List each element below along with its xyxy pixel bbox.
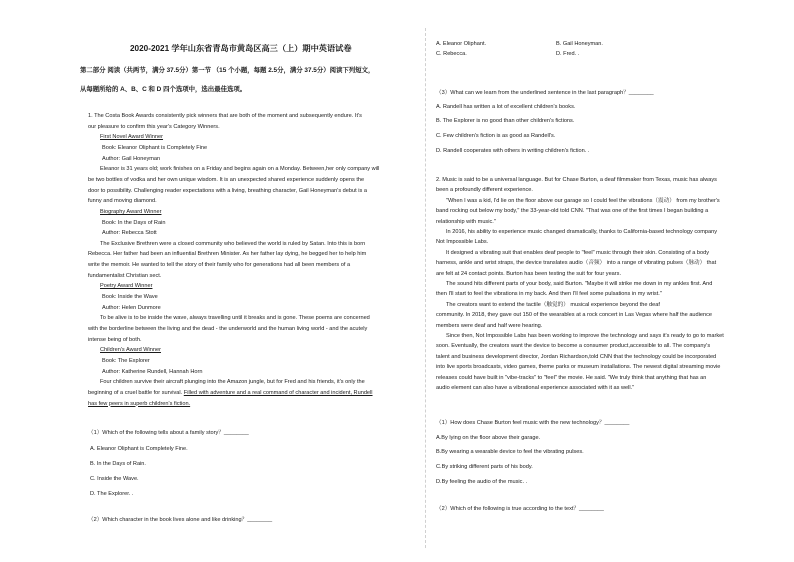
passage-line: then I'll start to feel the vibrations in my back. And then I'll feel some pulsations in my wrist." [436,291,662,298]
q3-option-c[interactable]: C. Few children's fiction is as good as Randell's. [436,133,556,139]
passage-line: The creators want to extend the tactile（触觉的） musical experience beyond the deaf [446,301,660,308]
passage-line: relationship with music." [436,218,496,225]
passage-line: In 2016, his ability to experience music changed dramatically, thanks to California-based technology company [446,229,718,235]
q2-option-b[interactable]: B. Gail Honeyman. [556,41,603,47]
question-3: （3）What can we learn from the underlined sentence in the last paragraph？________ [436,90,654,96]
passage-line: has few peers in superb children's fiction. [88,400,191,407]
passage-line: Author: Helen Dunmore [102,304,161,311]
passage-line: band rocking out below my body," the 33-year-old told CNN. "That was one of the first times I began building a [436,208,709,215]
passage-line: releases could have built in "vibe-tracks" to "feel" the movie. He said. "We truly think that anything that has an [436,374,707,381]
q1-option-c[interactable]: C. Inside the Wave. [90,476,139,482]
q3-option-d[interactable]: D. Randell cooperates with others in writing children's fiction. . [436,148,590,154]
passage-line: talent and business development director, Jordan Richardson,told CNN that the technology could be incorporated [436,353,717,360]
q3-option-b[interactable]: B. The Explorer is no good than other children's fictions. [436,118,575,124]
q2-option-a[interactable]: A. Eleanor Oliphant. [436,41,487,47]
q2-option-d[interactable]: D. Fred. . [556,51,580,57]
passage-line: funny and moving diamond. [88,198,157,205]
passage-line: write the memoir. He wanted to tell the story of their family who for generations had all been members of a [88,262,351,269]
award-heading: Children's Award Winner [100,347,161,354]
q4-option-a[interactable]: A.By lying on the floor above their garage. [436,435,541,441]
passage-line: with the borderline between the living and the dead - the underworld and the human living world - and the acutely [88,326,368,332]
passage-line: soon. Eventually, the creators want the device to become a consumer product,accessible to all. The company's [436,343,711,350]
q4-option-c[interactable]: C.By striking different parts of his body. [436,464,533,470]
passage-line: members were deaf and half were hearing. [436,322,543,329]
passage-line: Book: Inside the Wave [102,294,158,301]
passage-line: It designed a vibrating suit that enables deaf people to "feel" music through their skin. Consisting of a body [446,249,709,256]
award-heading: Poetry Award Winner [100,283,153,290]
q3-option-a[interactable]: A. Randell has written a lot of excellent children's books. [436,104,576,110]
award-heading: Biography Award Winner [100,208,162,215]
passage-line: community. In 2018, they gave out 150 of the wearables at a rock concert in Las Vegas where half the audience [436,312,713,319]
passage-line: been a profoundly different experience. [436,187,533,194]
passage-line: beginning of a cruel battle for survival. Filled with adventure and a real command of character and incident, Rundell [88,389,373,396]
passage-line: Four children survive their aircraft plunging into the Amazon jungle, but for Fred and his friends, it's only the [100,379,365,386]
passage-line: "When I was a kid, I'd lie on the floor above our garage so I could feel the vibrations（震动） from my brother's [446,197,720,204]
passage-line: door to possibility. Challenging reader expectations with a living, breathing character, Gail Honeyman's debut is a [88,187,367,194]
column-divider [425,28,426,548]
exam-title: 2020-2021 学年山东省青岛市黄岛区高三（上）期中英语试卷 [130,44,352,53]
passage-line: audio element can also have a vibrational experience associated with it as well." [436,385,635,391]
passage-line: 1. The Costa Book Awards consistently pick winners that are both of the moment and subsequently endure. It's [88,113,362,119]
passage-line: 2. Music is said to be a universal language. But for Chase Burton, a deaf filmmaker from Texas, music has always [436,177,717,183]
instruction-line-1: 第二部分 阅读（共两节，满分 37.5分）第一节 （15 个小题，每题 2.5分，满分 37.5分）阅读下列短文， [80,67,375,74]
passage-line: our pleasure to confirm this year's Category Winners. [88,123,220,130]
passage-line: are felt at 24 contact points. Burton has been testing the suit for four years. [436,270,622,277]
question-4: （1）How does Chase Burton feel music with the new technology？________ [436,420,630,426]
passage-line: Not Impossible Labs. [436,239,489,246]
passage-line: Rebecca. Her father had been an influential Brethren Minister. As her father lay dying, he begged her to help him [88,251,367,258]
question-2: （2）Which character in the book lives alone and like drinking？________ [88,517,273,523]
q4-option-b[interactable]: B.By wearing a wearable device to feel the vibrating pulses. [436,449,584,455]
passage-line: The Exclusive Brethren were a closed community who believed the world is ruled by Satan. Into this is born [100,240,366,247]
passage-line: harness, ankle and wrist straps, the device translates audio（音频） into a range of vibrating pulses（脉动） that [436,260,717,267]
passage-line: Eleanor is 31 years old; work finishes on a Friday and begins again on a Monday. Between,her only company will [100,166,380,173]
passage-line: Author: Rebecca Stott [102,230,157,237]
passage-line: Book: The Explorer [102,357,150,364]
passage-line: Book: In the Days of Rain [102,219,166,226]
q1-option-a[interactable]: A. Eleanor Oliphant is Completely Fine. [90,446,188,452]
passage-line: fundamentalist Christian sect. [88,272,162,279]
award-heading: First Novel Award Winner [100,134,164,141]
question-1: （1）Which of the following tells about a family story？________ [88,430,249,436]
instruction-line-2: 从每题所给的 A、B、C 和 D 四个选项中，选出最佳选项。 [80,86,247,93]
q1-option-d[interactable]: D. The Explorer. . [90,491,134,497]
passage-line: Book: Eleanor Oliphant is Completely Fine [102,144,208,151]
passage-line: The sound hits different parts of your body, said Burton. "Maybe it will strike me down in my ankles first. And [446,281,713,287]
passage-line: Author: Katherine Rundell, Hannah Horn [102,368,203,375]
passage-line: be two bottles of vodka and her own unique wisdom. It is an unexpected shared experience suddenly opens the [88,176,365,183]
question-5: （2）Which of the following is true according to the text？________ [436,506,604,512]
passage-line: intense being of both. [88,336,142,343]
passage-line: into live sports broadcasts, video games, theme parks or museum installations. The newest digital streaming movie [436,364,721,371]
passage-line: Author: Gail Honeyman [102,155,161,162]
q1-option-b[interactable]: B. In the Days of Rain. [90,461,146,467]
passage-line: Since then, Not Impossible Labs has been working to improve the technology and says it's ready to go to market [446,333,724,339]
q2-option-c[interactable]: C. Rebecca. [436,51,467,57]
passage-line: To be alive is to be inside the wave, always travelling until it breaks and is gone. These poems are concerned [100,315,370,322]
q4-option-d[interactable]: D.By feeling the audio of the music. . [436,479,528,485]
